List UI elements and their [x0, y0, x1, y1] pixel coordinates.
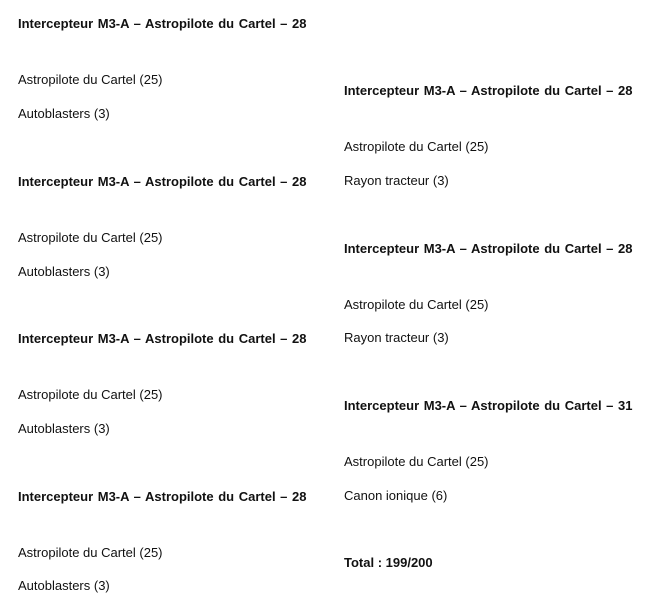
- upgrade-line: Rayon tracteur (3): [344, 173, 449, 188]
- pilot-line: Astropilote du Cartel (25): [18, 72, 163, 87]
- ship-title: Intercepteur M3-A – Astropilote du Cartel – 31: [344, 398, 633, 413]
- ship-title: Intercepteur M3-A – Astropilote du Cartel – 28: [344, 241, 633, 256]
- ship-entry: [344, 79, 634, 188]
- pilot-line: Astropilote du Cartel (25): [344, 297, 489, 312]
- upgrade-line: Autoblasters (3): [18, 264, 110, 279]
- ship-title: Intercepteur M3-A – Astropilote du Cartel – 28: [18, 331, 307, 346]
- pilot-line: Astropilote du Cartel (25): [18, 387, 163, 402]
- ship-entry: [18, 12, 308, 121]
- upgrade-line: Canon ionique (6): [344, 488, 448, 503]
- pilot-line: Astropilote du Cartel (25): [18, 545, 163, 560]
- upgrade-line: Autoblasters (3): [18, 578, 110, 593]
- ship-entry: [344, 395, 634, 503]
- upgrade-line: Rayon tracteur (3): [344, 330, 449, 345]
- pilot-line: Astropilote du Cartel (25): [18, 230, 163, 245]
- ship-title: Intercepteur M3-A – Astropilote du Cartel – 28: [18, 489, 307, 504]
- ship-title: Intercepteur M3-A – Astropilote du Cartel – 28: [18, 174, 307, 189]
- ship-title: Intercepteur M3-A – Astropilote du Cartel – 28: [344, 83, 633, 98]
- ship-entry: [18, 170, 308, 279]
- pilot-line: Astropilote du Cartel (25): [344, 454, 489, 469]
- ship-entry: [18, 327, 308, 436]
- ship-entry: [344, 237, 634, 345]
- upgrade-line: Autoblasters (3): [18, 106, 110, 121]
- pilot-line: Astropilote du Cartel (25): [344, 139, 489, 154]
- ship-entry: [18, 485, 308, 593]
- ship-title: Intercepteur M3-A – Astropilote du Cartel – 28: [18, 16, 307, 31]
- total-points: Total : 199/200: [344, 555, 433, 570]
- upgrade-line: Autoblasters (3): [18, 421, 110, 436]
